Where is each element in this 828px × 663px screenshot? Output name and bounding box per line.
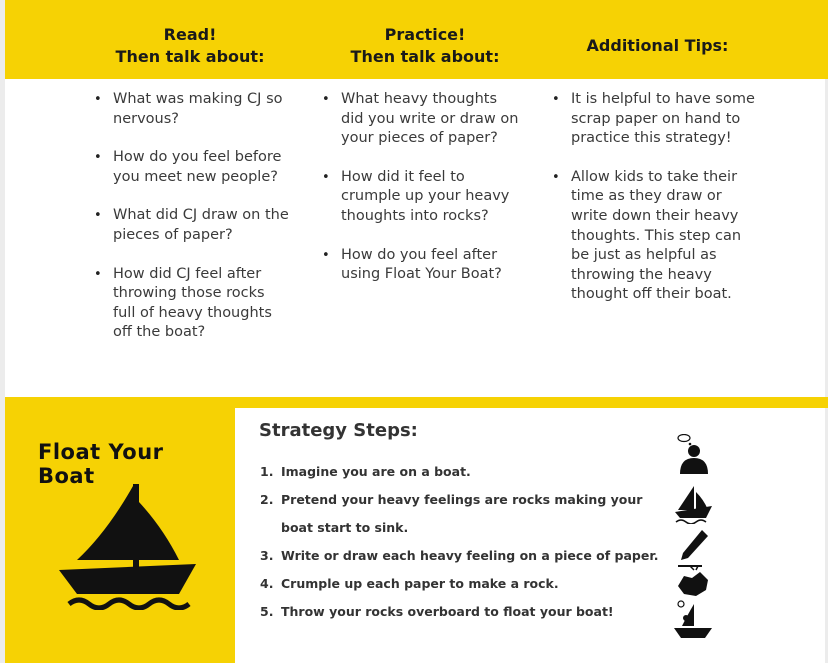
strategy-step xyxy=(260,570,670,598)
header-tips-line1: Additional Tips: xyxy=(586,36,729,55)
thinking-person-icon xyxy=(672,434,714,476)
step-number: 1. xyxy=(260,464,274,479)
list-item: • What did CJ draw on the pieces of paper? xyxy=(90,206,290,245)
strategy-step xyxy=(260,458,670,486)
strategy-step xyxy=(260,542,670,570)
sinking-boat-icon xyxy=(672,482,714,524)
list-item: • Allow kids to take their time as they draw or write down their heavy thoughts. This step can be just as helpful as throwing the heavy thought off their boat. xyxy=(548,168,758,305)
header-practice-line2: Then talk about: xyxy=(350,47,500,66)
list-item: • How do you feel before you meet new people? xyxy=(90,148,290,187)
header-read-line1: Read! xyxy=(163,25,217,44)
step-number: 3. xyxy=(260,548,274,563)
person-in-boat-icon xyxy=(672,598,714,640)
step-text: Throw your rocks overboard to float your boat! xyxy=(281,604,614,619)
step-text: Write or draw each heavy feeling on a piece of paper. xyxy=(281,548,659,563)
list-item: • How do you feel after using Float Your Boat? xyxy=(318,246,523,285)
tips-list xyxy=(548,90,758,324)
step-number: 5. xyxy=(260,604,274,619)
step-number: 4. xyxy=(260,576,274,591)
strategy-name: Float Your Boat xyxy=(38,440,164,488)
strategy-step xyxy=(260,598,670,626)
header-tips xyxy=(570,35,745,57)
sailboat-icon xyxy=(55,480,200,610)
list-item: • What was making CJ so nervous? xyxy=(90,90,290,129)
step-text: Pretend your heavy feelings are rocks making your boat start to sink. xyxy=(281,492,643,535)
strategy-step xyxy=(260,486,670,542)
list-item: • It is helpful to have some scrap paper on hand to practice this strategy! xyxy=(548,90,758,149)
header-practice-line1: Practice! xyxy=(384,25,466,44)
list-item: • What heavy thoughts did you write or draw on your pieces of paper? xyxy=(318,90,523,149)
strategy-steps-list xyxy=(260,458,670,626)
read-questions-list xyxy=(90,90,290,362)
step-text: Imagine you are on a boat. xyxy=(281,464,471,479)
header-practice xyxy=(330,24,520,68)
header-read-line2: Then talk about: xyxy=(115,47,265,66)
practice-questions-list xyxy=(318,90,523,304)
step-number: 2. xyxy=(260,492,274,507)
step-text: Crumple up each paper to make a rock. xyxy=(281,576,559,591)
list-item: • How did it feel to crumple up your heavy thoughts into rocks? xyxy=(318,168,523,227)
header-read xyxy=(100,24,280,68)
list-item: • How did CJ feel after throwing those rocks full of heavy thoughts off the boat? xyxy=(90,265,290,343)
steps-title: Strategy Steps: xyxy=(259,420,418,441)
